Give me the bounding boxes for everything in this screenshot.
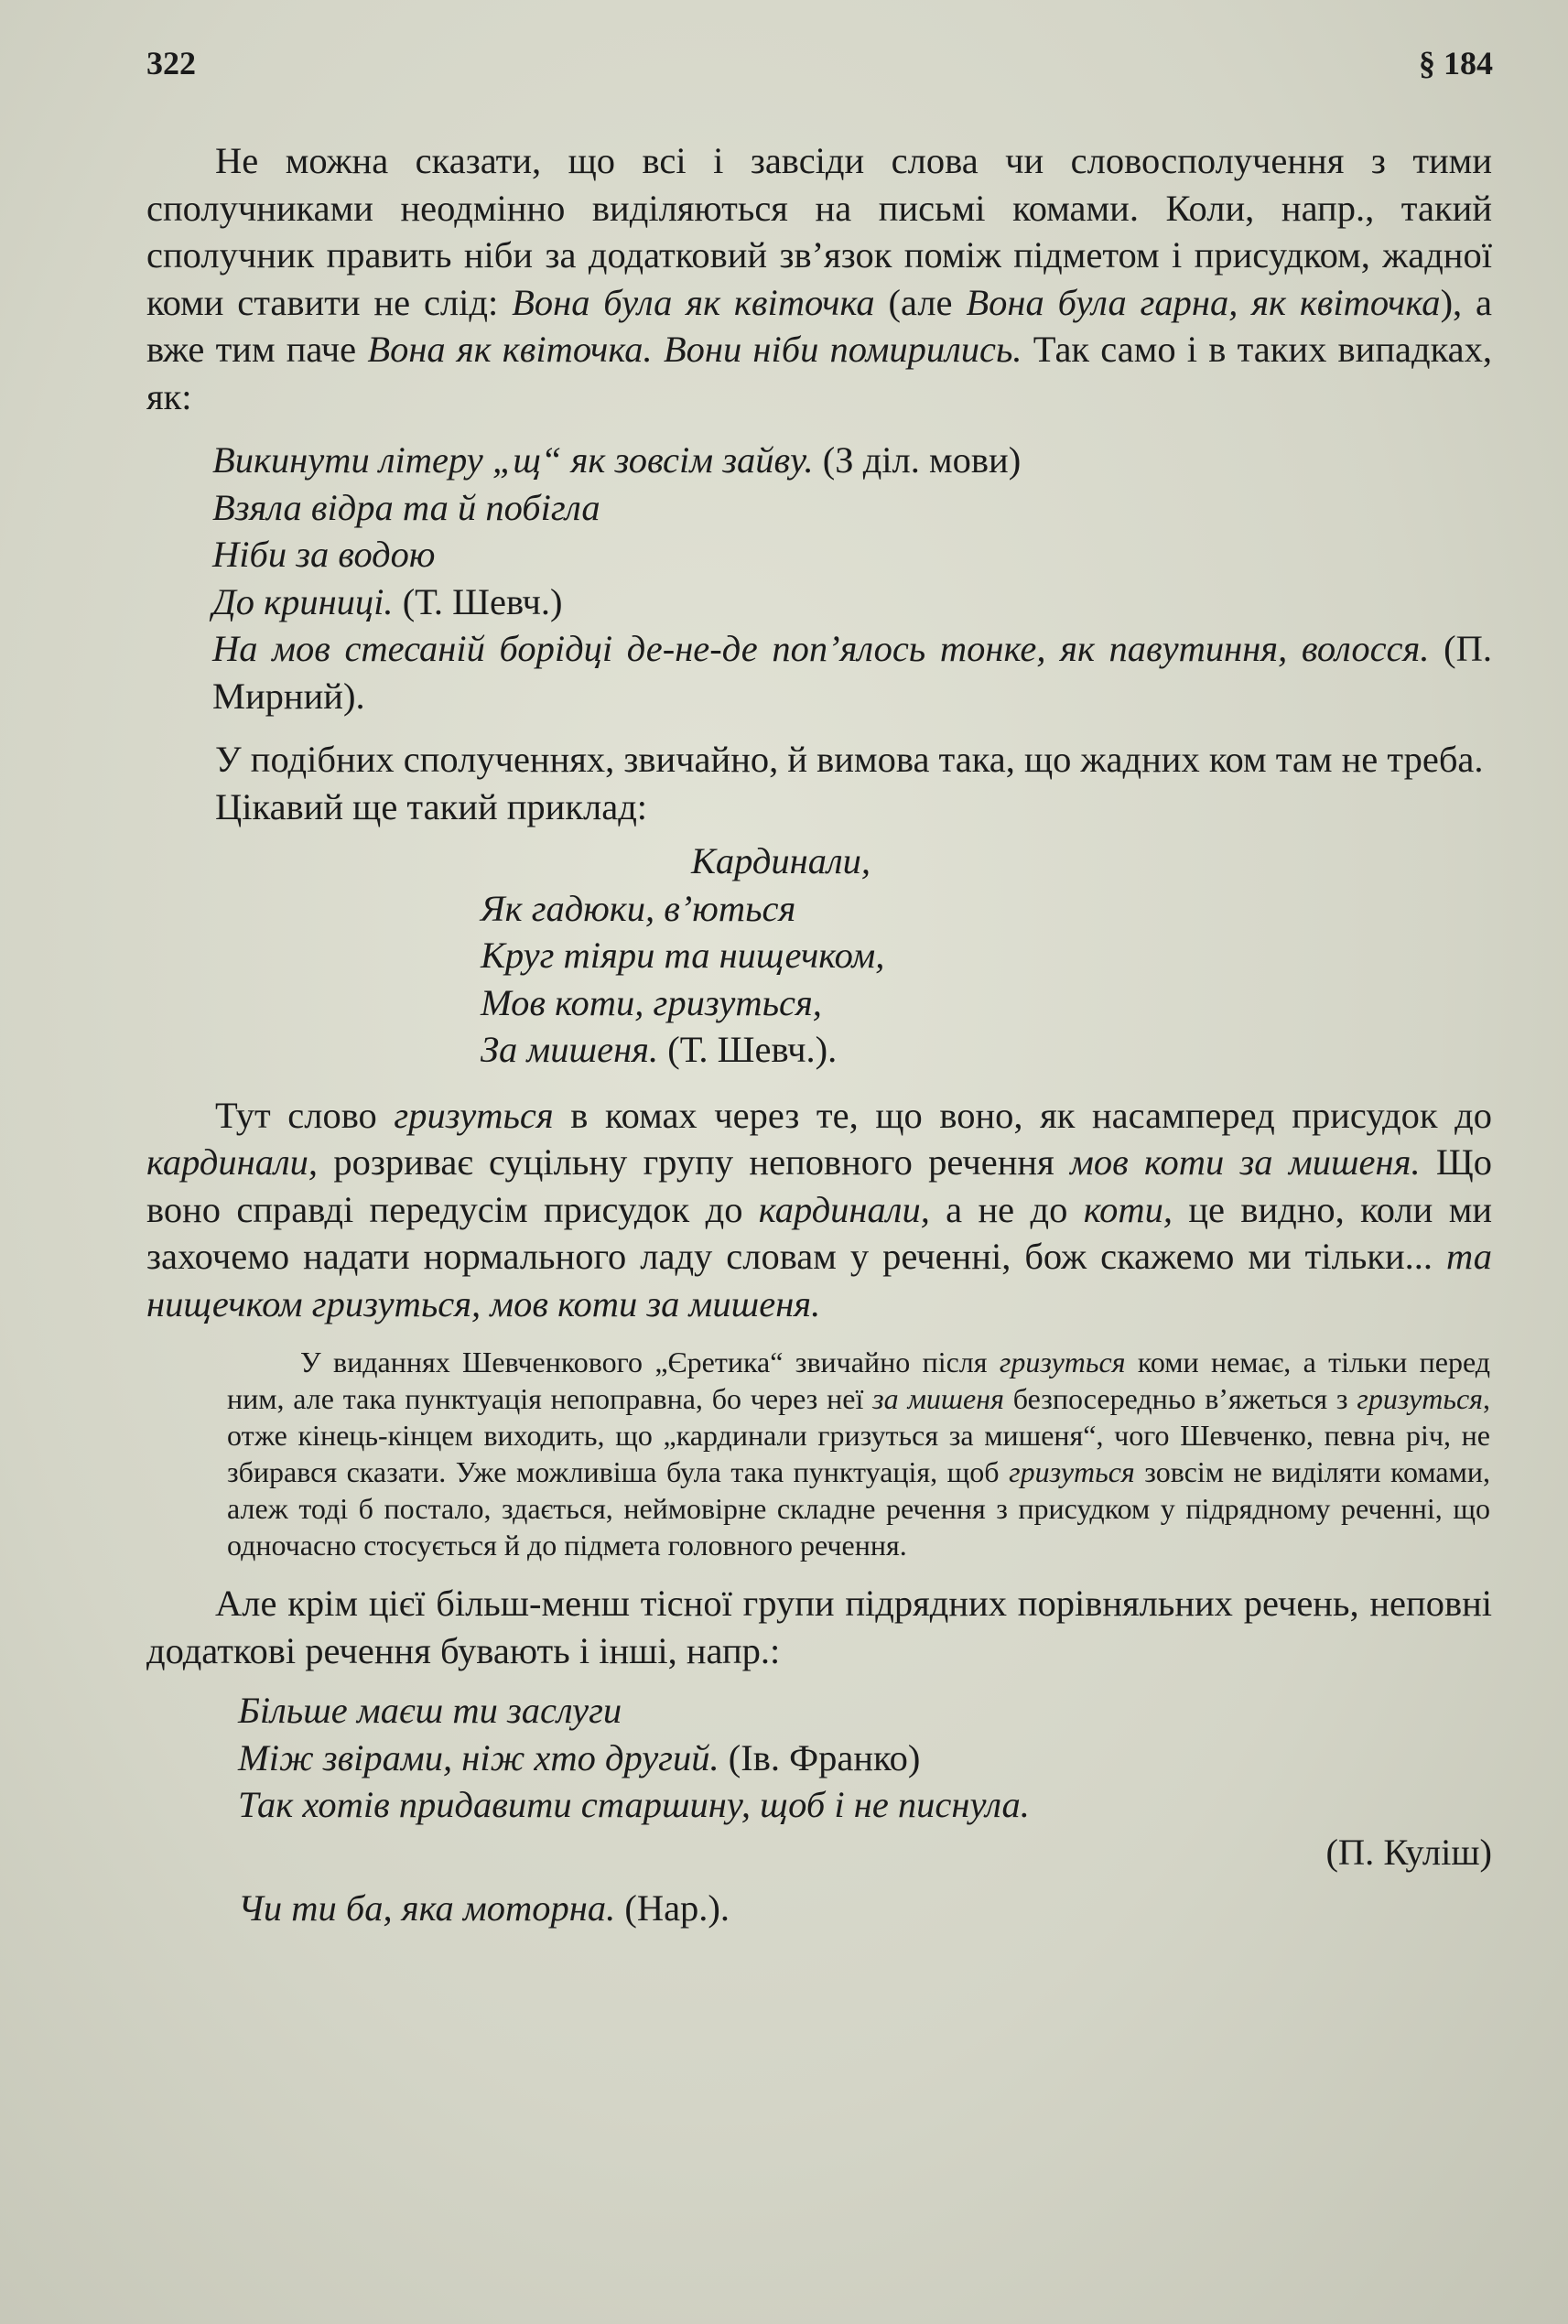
text-run: безпосередньо в’яжеться з <box>1003 1382 1357 1415</box>
example-line <box>238 1687 1492 1735</box>
example-line <box>212 484 1492 532</box>
example-text: Більше маєш ти заслуги <box>238 1690 622 1731</box>
example-run: гризуться <box>1009 1455 1135 1488</box>
example-text: На мов стесаній борідці де-не-де поп’ялось тонке, як павутиння, волосся. <box>212 628 1430 669</box>
poem-block <box>146 838 1492 1074</box>
poem-text: За мишеня. <box>481 1029 659 1070</box>
example-run: гризуться <box>999 1346 1126 1378</box>
example-line <box>238 1885 1492 1932</box>
text-run: Не можна сказати, що всі і завсіди слова чи словосполучення з тими сполучниками неодмінно виділяються на письмі комами. Коли, напр., такий сполучник править ніби за додатковий зв’язок поміж підметом і присудком, жадної коми ставити не слід: <box>146 140 1492 323</box>
text-run: а не до <box>929 1188 1084 1230</box>
text-run: в комах через те, що воно, як насамперед присудок до <box>553 1094 1492 1136</box>
section-number: § 184 <box>1419 45 1493 81</box>
text-run: зовсім не виділяти комами, алеж тоді б постало, здається, неймовірне складне речення з присудком у підрядному реченні, що одночасно стосується й до підмета головного речення. <box>227 1455 1491 1562</box>
text-run: розриває суцільну групу неповного речення <box>318 1141 1071 1183</box>
paragraph-explanation <box>146 1092 1492 1328</box>
paragraph-commas-rule <box>146 137 1492 420</box>
text-run: Так само і в таких випадках, як: <box>146 329 1492 417</box>
page-header <box>146 44 1493 90</box>
example-source: (Нар.). <box>615 1887 730 1929</box>
text-run: , отже кінець-кінцем виходить, що „кардинали гризуться за мишеня“, чого Шевченко, певна річ, не збирався сказати. Уже можливіша була така пунктуація, щоб <box>227 1382 1491 1488</box>
example-line <box>238 1735 1492 1782</box>
text-run: коми немає, а тільки перед ним, але така пунктуація непоправна, бо через неї <box>227 1346 1491 1415</box>
text-run: це видно, коли ми захочемо надати нормального ладу словам у реченні, бож скажемо ми тільки... <box>146 1188 1492 1277</box>
example-source: (Ів. Франко) <box>719 1736 921 1778</box>
poem-text: Круг тіяри та нищечком, <box>481 935 885 976</box>
example-text: Чи ти ба, яка моторна. <box>238 1887 616 1929</box>
example-run: та нищечком гризуться, мов коти за мишеня. <box>146 1236 1492 1324</box>
footnote-remark <box>146 1344 1490 1563</box>
example-line <box>238 1781 1492 1829</box>
text-run: Що воно справді передусім присудок до <box>146 1141 1493 1230</box>
poem-source: (Т. Шевч.). <box>658 1029 838 1070</box>
example-source: (Т. Шевч.) <box>393 580 563 622</box>
example-run: за мишеня <box>872 1382 1004 1415</box>
example-run: Вона була як квіточка <box>512 281 875 323</box>
text-run: У виданнях Шевченкового „Єретика“ звичайно після <box>300 1346 1000 1378</box>
text-run: (але <box>874 281 967 323</box>
poem-line <box>481 1026 1492 1074</box>
examples-block <box>146 437 1492 719</box>
example-run: кардинали, <box>758 1188 930 1230</box>
example-source-right: (П. Куліш) <box>1325 1831 1492 1873</box>
example-source: (П. Мирний). <box>212 628 1492 717</box>
example-run: Вона як квіточка. Вони ніби помирились. <box>367 329 1022 370</box>
example-line <box>212 578 1492 626</box>
example-line <box>212 625 1492 719</box>
example-run: гризуться <box>1357 1382 1484 1415</box>
paragraph-pronunciation: У подібних сполученнях, звичайно, й вимова така, що жадних ком там не треба. <box>215 739 1484 780</box>
example-run: Вона була гарна, як квіточка <box>966 281 1441 323</box>
poem-text: Як гадюки, в’ються <box>481 887 796 929</box>
page-content <box>146 128 1492 1932</box>
text-run: ), а вже тим паче <box>146 281 1493 370</box>
poem-text: Мов коти, гризуться, <box>481 981 822 1023</box>
example-run: мов коти за мишеня. <box>1070 1141 1421 1183</box>
paragraph-interesting-example: Цікавий ще такий приклад: <box>215 785 648 827</box>
example-text: Взяла відра та й побігла <box>212 486 600 528</box>
example-text: До криниці. <box>212 580 394 622</box>
paragraph-other-clauses: Але крім цієї більш-менш тісної групи підрядних порівняльних речень, неповні додаткові речення бувають і інші, напр.: <box>146 1583 1492 1671</box>
text-run: Тут слово <box>215 1094 395 1136</box>
page-number: 322 <box>146 45 196 81</box>
poem-line <box>481 838 1492 885</box>
example-run: коти, <box>1083 1188 1173 1230</box>
poem-line <box>481 979 1492 1027</box>
example-text: Ніби за водою <box>212 534 436 575</box>
example-text: Так хотів придавити старшину, щоб і не писнула. <box>238 1784 1030 1825</box>
poem-line <box>481 885 1492 933</box>
example-line <box>212 531 1492 578</box>
poem-line <box>481 932 1492 979</box>
example-run: кардинали, <box>146 1141 319 1183</box>
example-line <box>212 437 1492 484</box>
example-text: Між звірами, ніж хто другий. <box>238 1736 719 1778</box>
poem-text: Кардинали, <box>691 840 871 881</box>
example-source: (З діл. мови) <box>813 439 1022 481</box>
example-text: Викинути літеру „щ“ як зовсім зайву. <box>212 439 814 481</box>
example-run: гризуться <box>394 1094 554 1136</box>
examples-block-2 <box>146 1687 1492 1932</box>
